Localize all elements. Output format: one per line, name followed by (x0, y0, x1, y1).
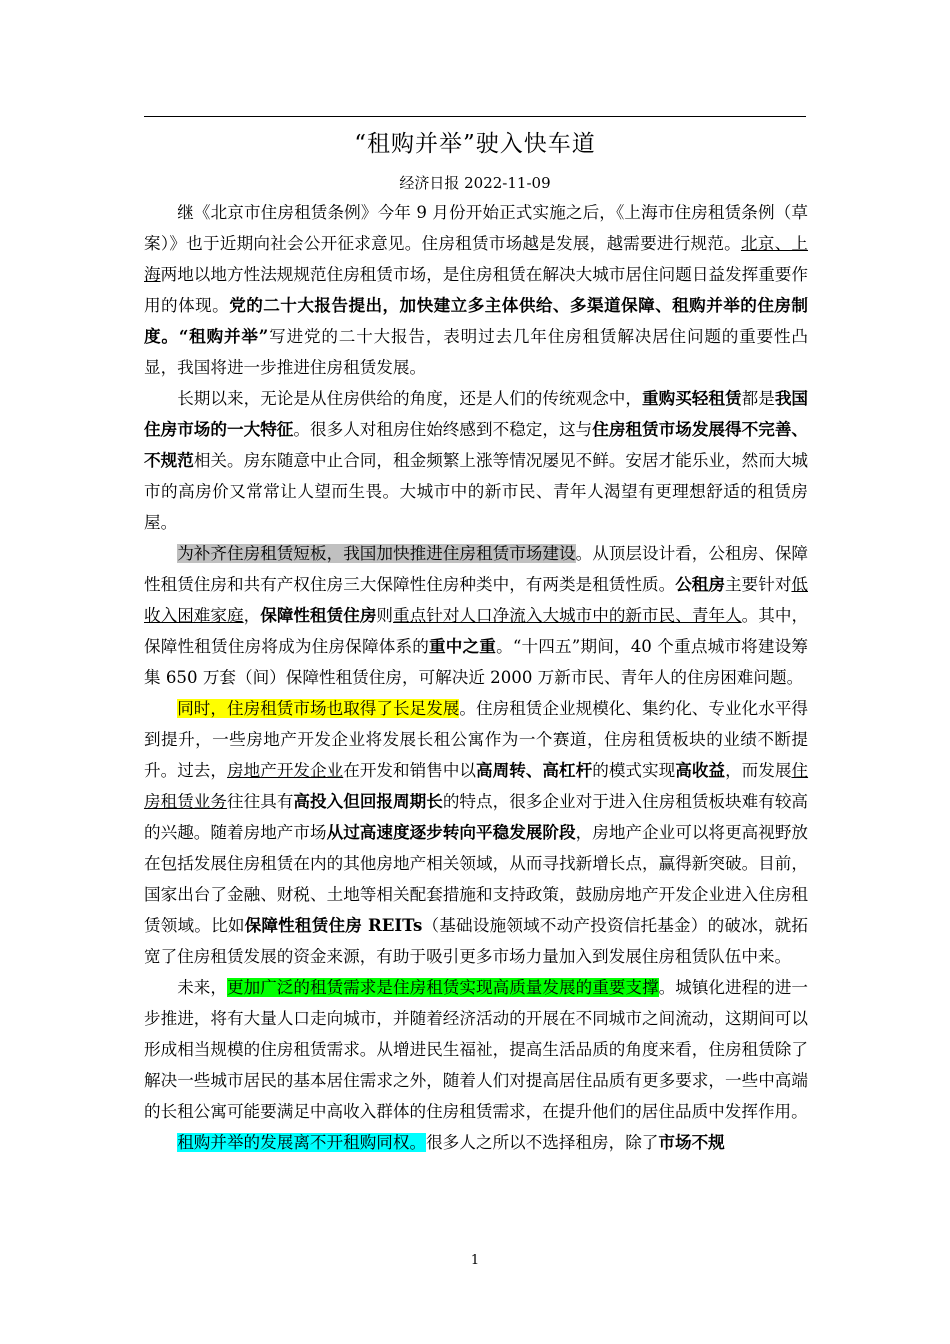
article-source: 经济日报 2022-11-09 (399, 174, 551, 192)
article-body (144, 197, 808, 1158)
underlined-text: 北京、上海 (144, 234, 809, 284)
header-rule (144, 116, 806, 117)
gray-highlight: 为补齐住房租赁短板，我国加快推进住房租赁市场建设 (177, 544, 576, 563)
bold-text: 重中之重 (429, 636, 497, 656)
bold-text: 从过高速度逐步转向平稳发展阶段 (326, 822, 576, 842)
bold-text: 公租房 (675, 574, 726, 594)
paragraph-2: 长期以来，无论是从住房供给的角度，还是人们的传统观念中，重购买轻租赁都是我国住房市场的一大特征。很多人对租房住始终感到不稳定，这与住房租赁市场发展得不完善、不规范相关。房东随意中止合同，租金频繁上涨等情况屡见不鲜。安居才能乐业，然而大城市的高房价又常常让人望而生畏。大城市中的新市民、青年人渴望有更理想舒适的租赁房屋。 (144, 388, 809, 532)
paragraph-5: 未来，更加广泛的租赁需求是住房租赁实现高质量发展的重要支撑。城镇化进程的进一步推进，将有大量人口走向城市，并随着经济活动的开展在不同城市之间流动，这期间可以形成相当规模的住房租赁需求。从增进民生福祉，提高生活品质的角度来看，住房租赁除了解决一些城市居民的基本居住需求之外，随着人们对提高居住品质有更多要求，一些中高端的长租公寓可能要满足中高收入群体的住房租赁需求，在提升他们的居住品质中发挥作用。 (144, 978, 809, 1121)
underlined-text: 低收入困难家庭 (144, 575, 809, 625)
bold-text: 我国住房市场的一大特征 (144, 388, 809, 439)
paragraph-6: 租购并举的发展离不开租购同权。很多人之所以不选择租房，除了市场不规 (177, 1132, 725, 1152)
green-highlight: 更加广泛的租赁需求是住房租赁实现高质量发展的重要支撑 (227, 978, 659, 997)
underlined-text: 重点针对人口净流入大城市中的新市民、青年人 (393, 606, 742, 625)
paragraph-4: 同时，住房租赁市场也取得了长足发展。住房租赁企业规模化、集约化、专业化水平得到提升，一些房地产开发企业将发展长租公寓作为一个赛道，住房租赁板块的业绩不断提升。过去，房地产开发企业在开发和销售中以高周转、高杠杆的模式实现高收益，而发展住房租赁业务往往具有高投入但回报周期长的特点，很多企业对于进入住房租赁板块难有较高的兴趣。随着房地产市场从过高速度逐步转向平稳发展阶段，房地产企业可以将更高视野放在包括发展住房租赁在内的其他房地产相关领域，从而寻找新增长点，赢得新突破。目前，国家出台了金融、财税、土地等相关配套措施和支持政策，鼓励房地产开发企业进入住房租赁领域。比如保障性租赁住房 REITs（基础设施领域不动产投资信托基金）的破冰，就拓宽了住房租赁发展的资金来源，有助于吸引更多市场力量加入到发展住房租赁队伍中来。 (144, 699, 809, 966)
underlined-text: 房地产开发企业 (227, 761, 344, 780)
bold-text: 住房租赁市场发展得不完善、不规范 (144, 419, 809, 470)
article-title: “租购并举”驶入快车道 (354, 131, 596, 157)
bold-text: 党的二十大报告提出，加快建立多主体供给、多渠道保障、租购并举的住房制度。“租购并举” (144, 295, 809, 346)
underlined-text: 住房租赁业务 (144, 761, 809, 811)
bold-text: 市场不规 (658, 1132, 725, 1152)
bold-text: 高周转、高杠杆 (476, 760, 593, 780)
yellow-highlight: 同时，住房租赁市场也取得了长足发展 (177, 699, 460, 718)
bold-text: 高投入但回报周期长 (293, 791, 443, 811)
paragraph-3: 为补齐住房租赁短板，我国加快推进住房租赁市场建设。从顶层设计看，公租房、保障性租赁住房和共有产权住房三大保障性住房种类中，有两类是租赁性质。公租房主要针对低收入困难家庭，保障性租赁住房则重点针对人口净流入大城市中的新市民、青年人。其中，保障性租赁住房将成为住房保障体系的重中之重。“十四五”期间，40 个重点城市将建设筹集 650 万套（间）保障性租赁住房，可解决近 2000 万新市民、青年人的住房困难问题。 (144, 544, 809, 687)
bold-text: 保障性租赁住房 REITs (244, 915, 423, 935)
cyan-highlight: 租购并举的发展离不开租购同权。 (177, 1133, 427, 1152)
page-number: 1 (470, 1253, 480, 1268)
bold-text: 重购买轻租赁 (642, 388, 742, 408)
bold-text: 高收益 (675, 760, 726, 780)
paragraph-1: 继《北京市住房租赁条例》今年 9 月份开始正式实施之后，《上海市住房租赁条例（草案）》也于近期向社会公开征求意见。住房租赁市场越是发展，越需要进行规范。北京、上海两地以地方性法规规范住房租赁市场，是住房租赁在解决大城市居住问题日益发挥重要作用的体现。党的二十大报告提出，加快建立多主体供给、多渠道保障、租购并举的住房制度。“租购并举”写进党的二十大报告，表明过去几年住房租赁解决居住问题的重要性凸显，我国将进一步推进住房租赁发展。 (144, 203, 809, 377)
bold-text: 保障性租赁住房 (260, 605, 377, 625)
